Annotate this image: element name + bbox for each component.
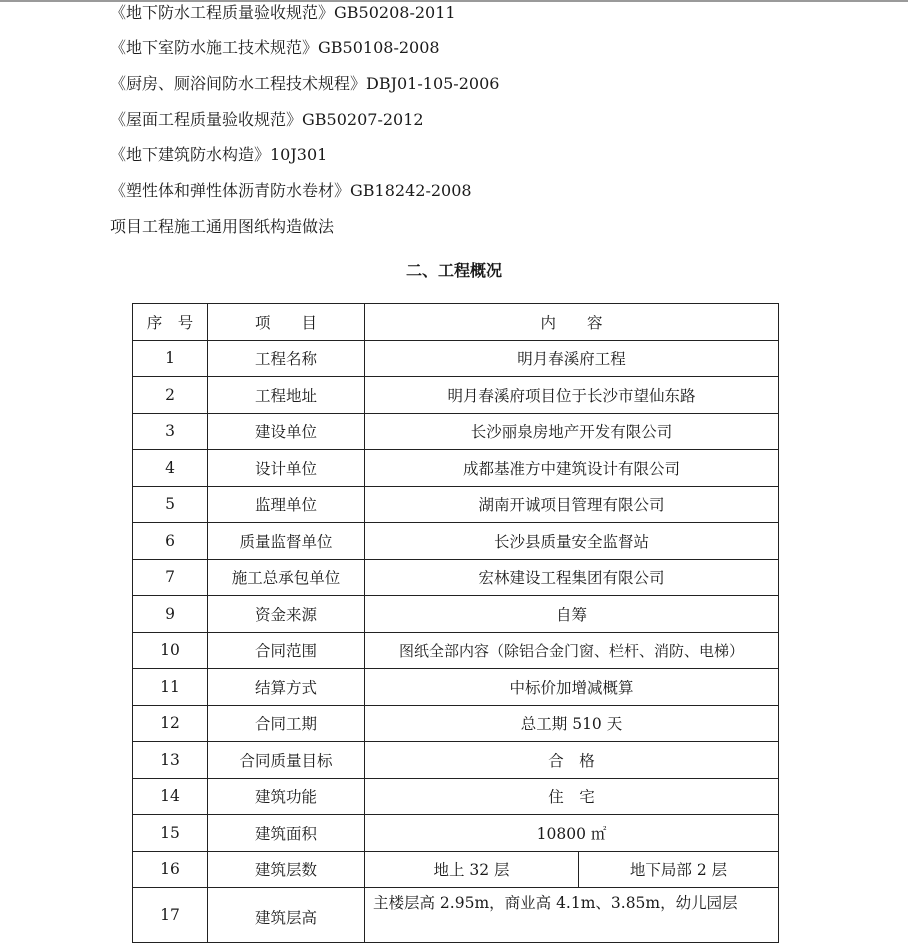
cell-no: 16: [133, 851, 208, 888]
cell-no: 3: [133, 413, 208, 450]
table-row: [133, 523, 779, 560]
table-row: [133, 413, 779, 450]
table-row-height: [133, 888, 779, 943]
cell-content: 合 格: [365, 742, 779, 779]
cell-no: 11: [133, 669, 208, 706]
cell-item: 合同质量目标: [208, 742, 365, 779]
table-header-row: [133, 304, 779, 341]
header-item: 项 目: [208, 304, 365, 341]
cell-no: 12: [133, 705, 208, 742]
cell-content: 长沙丽泉房地产开发有限公司: [365, 413, 779, 450]
cell-item: 建筑层高: [208, 888, 365, 943]
table-row: [133, 778, 779, 815]
cell-floors-above: 地上 32 层: [365, 851, 579, 888]
cell-content: 长沙县质量安全监督站: [365, 523, 779, 560]
reference-item: 《厨房、厕浴间防水工程技术规程》DBJ01-105-2006: [110, 74, 500, 93]
cell-no: 6: [133, 523, 208, 560]
cell-item: 建筑面积: [208, 815, 365, 852]
cell-content: 住 宅: [365, 778, 779, 815]
page-top-rule: [0, 0, 908, 2]
table-row: [133, 450, 779, 487]
project-overview-table: [132, 303, 779, 943]
header-content: 内 容: [365, 304, 779, 341]
table-row: [133, 632, 779, 669]
cell-item: 建筑层数: [208, 851, 365, 888]
cell-item: 建设单位: [208, 413, 365, 450]
cell-content: 中标价加增减概算: [365, 669, 779, 706]
cell-no: 7: [133, 559, 208, 596]
cell-no: 1: [133, 340, 208, 377]
cell-item: 监理单位: [208, 486, 365, 523]
cell-content: 湖南开诚项目管理有限公司: [365, 486, 779, 523]
cell-item: 质量监督单位: [208, 523, 365, 560]
table-row: [133, 377, 779, 414]
cell-item: 资金来源: [208, 596, 365, 633]
cell-content: 宏林建设工程集团有限公司: [365, 559, 779, 596]
cell-content: 明月春溪府项目位于长沙市望仙东路: [365, 377, 779, 414]
table-row: [133, 486, 779, 523]
cell-content: 成都基准方中建筑设计有限公司: [365, 450, 779, 487]
cell-no: 14: [133, 778, 208, 815]
table-row: [133, 669, 779, 706]
project-note: 项目工程施工通用图纸构造做法: [110, 217, 335, 236]
cell-item: 设计单位: [208, 450, 365, 487]
table-row: [133, 815, 779, 852]
cell-content: 总工期 510 天: [365, 705, 779, 742]
cell-item: 工程地址: [208, 377, 365, 414]
table-row-floors: [133, 851, 779, 888]
cell-content: 主楼层高 2.95m，商业高 4.1m、3.85m，幼儿园层: [365, 888, 779, 943]
cell-no: 4: [133, 450, 208, 487]
cell-content: 10800 ㎡: [365, 815, 779, 852]
cell-no: 2: [133, 377, 208, 414]
cell-item: 结算方式: [208, 669, 365, 706]
cell-no: 5: [133, 486, 208, 523]
cell-content: 图纸全部内容（除铝合金门窗、栏杆、消防、电梯）: [365, 632, 779, 669]
cell-item: 施工总承包单位: [208, 559, 365, 596]
cell-no: 10: [133, 632, 208, 669]
cell-item: 工程名称: [208, 340, 365, 377]
cell-floors-below: 地下局部 2 层: [579, 851, 779, 888]
cell-content: 自筹: [365, 596, 779, 633]
cell-item: 合同工期: [208, 705, 365, 742]
reference-item: 《地下建筑防水构造》10J301: [110, 145, 328, 164]
reference-item: 《塑性体和弹性体沥青防水卷材》GB18242-2008: [110, 181, 472, 200]
cell-no: 13: [133, 742, 208, 779]
cell-no: 17: [133, 888, 208, 943]
cell-no: 9: [133, 596, 208, 633]
table-row: [133, 340, 779, 377]
table-row: [133, 559, 779, 596]
cell-no: 15: [133, 815, 208, 852]
reference-item: 《屋面工程质量验收规范》GB50207-2012: [110, 110, 424, 129]
table-row: [133, 705, 779, 742]
table-row: [133, 596, 779, 633]
cell-item: 建筑功能: [208, 778, 365, 815]
cell-item: 合同范围: [208, 632, 365, 669]
section-title: 二、工程概况: [405, 261, 502, 280]
reference-item: 《地下防水工程质量验收规范》GB50208-2011: [110, 3, 456, 22]
header-no: 序 号: [133, 304, 208, 341]
cell-content: 明月春溪府工程: [365, 340, 779, 377]
reference-item: 《地下室防水施工技术规范》GB50108-2008: [110, 38, 440, 57]
table-row: [133, 742, 779, 779]
